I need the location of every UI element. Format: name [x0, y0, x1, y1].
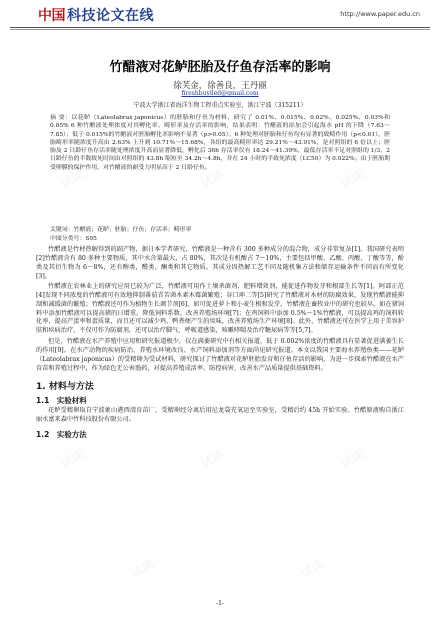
watermark-mark: 试读 [198, 166, 227, 191]
watermark-mark: 试读 [338, 446, 367, 471]
author-affiliation: 宁波大学浙江省海洋生物工程重点实验室，浙江宁波（315211） [133, 102, 307, 109]
header-divider-thin [10, 29, 430, 30]
intro-paragraph-2: 竹醋液在农林业上的研究应用已较为广泛，竹醋液可用作土壤杀菌剂、肥料增效剂，能促进作物发芽和根部生长等[1]。阿部正范[4]发现不同浓度的竹醋液可有效地抑制番茄青苦菌木素木霉菌繁殖；谷口坤二等[5]研究了竹醋液对木材的防腐效果，发现竹醋液能抑制和减缓菌的繁殖；竹醋液还可作为植物生长调节剂[6]，如可促进萝卜和小麦生根和发芽。竹醋液在畜牧业中的研究也较早，如在猪饲料中添加竹醋液可以提高猪的日增重，降低饲料系数，改善养殖场环境[7]；在鸡饲料中添加 0.5%～1%竹醋液，可以提高鸡的饲料转化率，提高产蛋率和蛋质量，而且还可以减少鸡、鸭粪便产生的臭味，改善养殖场生产环境[8]。此外，竹醋液还可在医学上用于美容护肤和疾病治疗，不仅可作为防腐剂，还可以治疗脚气、呼吸道感染，咳嗽哮喘及治疗糖尿病等等[5,7]。 [36, 283, 404, 335]
subsection-heading-methods: 1.2 实验方法 [36, 430, 87, 439]
watermark-mark: 试读 [338, 306, 367, 331]
site-logo[interactable] [38, 4, 154, 26]
watermark-mark: 试读 [198, 446, 227, 471]
watermark-mark: 试读 [298, 556, 327, 581]
watermark-mark: 试读 [338, 166, 367, 191]
author-email-link[interactable]: fireshbuyiled@gmail.com [181, 90, 259, 97]
intro-paragraph-3: 但是，竹醋液在水产养殖中应用和研究报道极少，仅在满萎研究中有相关报道，低于 0.002%浓度的竹醋液具有显著促进满萎生长的作用[9]。在水产动物的疾病防治、养殖水环境改良、水产饲料添加剂等方面尚见研究报道。本文以我国主要海水养殖鱼类——花鲈（Lateolabrax japonicus）的受精卵为受试材料，研究探讨了竹醋液对花鲈胚胎发育和仔鱼存活的影响，为进一步探索竹醋液在水产育苗和养殖过程中，作为绿色无公害渔药，对提高养殖成活率、防控病害，改善水产品质量提供基础资料。 [36, 338, 404, 372]
logo-prefix: 中国 [38, 8, 65, 24]
subsection-heading-materials: 1.1 实验材料 [36, 396, 87, 405]
paper-keywords: 关键词：竹醋液；花鲈；胚胎；仔鱼；存活率；畸形率 [50, 227, 192, 233]
page-number: -1- [216, 600, 224, 607]
intro-paragraph-1: 竹醋液是竹材热解得到的副产物，据日本学者研究，竹醋液是一种含有 300 多种成分的混合物，成分非常复杂[1]。我国研究表明[2]竹醋液含有 80 多种主要物质，其中水含量最大，占 80%，其次是有机酸占 7～10%，主要包括甲酸、乙酸、丙酸、丁酸等等，酚类及其衍生物为 6～8%，还有醇类，醛类，酮类和其它物质。其成分因热解工艺不同及随机集方法和储存运输条件不同而有所变化[3]。 [36, 246, 404, 280]
watermark-mark: 试读 [58, 166, 87, 191]
site-url-link[interactable]: http://www.paper.edu.cn [340, 10, 420, 18]
paper-title: 竹醋液对花鲈胚胎及仔鱼存活率的影响 [109, 60, 331, 75]
logo-name: 科技论文在线 [67, 8, 154, 24]
watermark-mark: 试读 [58, 446, 87, 471]
header-divider [10, 27, 430, 28]
watermark-mark: 试读 [128, 556, 157, 581]
paper-authors: 徐芙金，徐善良，王丹丽 [173, 81, 267, 91]
watermark-mark: 试读 [198, 306, 227, 331]
materials-paragraph: 花鲈受精卵取自宁波象山港西湾育苗厂，受精卵经分离后用尼龙袋充氧运至实验室，受精后约 45h 开始实验。竹醋原液购自浙江丽水富来森中竹科技股份有限公司。 [36, 407, 404, 423]
section-heading-materials-methods: 1. 材料与方法 [36, 382, 94, 392]
paper-classification: 中图分类号：S95 [50, 236, 97, 242]
paper-abstract: 摘 要：以花鲈（Lateolabrax japonicus）的胚胎和仔鱼为材料，研究了 0.01%、0.015%、0.02%、0.025%、0.03%和 0.05% 6 种竹醋液处理浓度对其孵化率、畸形率及存活率的影响，结果表明：竹醋液的添加会引起海水 pH 的下降（7.63～7.85）；低于 0.015%的竹醋液对胚胎孵化率影响不显著（p>0.05）；6 种处理对胚胎和仔鱼均有显著的致畸作用（p<0.01），胚胎畸形率随浓度升高由 2.63% 上升到 10.71%～15.68%，各组的最高畸形率达 29.21%～43.91%，是对照组的 6 倍以上；胚胎及 2 日龄仔鱼存活率随处理浓度升高而显著降低，孵化后 36h 存活率仅有 18.24～41.39%，最低存活率不足对照组的 1/3，2 日龄仔鱼的半数致死时间由对照组的 43.8h 缩短至 34.2h～4.8h，并在 24 小时的半致死浓度（LC50）为 0.022%；由于胚胎期受卵膜的保护作用，对竹醋液的耐受力明显高于 2 日龄仔鱼。 [50, 115, 390, 171]
watermark-mark: 试读 [58, 306, 87, 331]
site-header [0, 0, 440, 30]
